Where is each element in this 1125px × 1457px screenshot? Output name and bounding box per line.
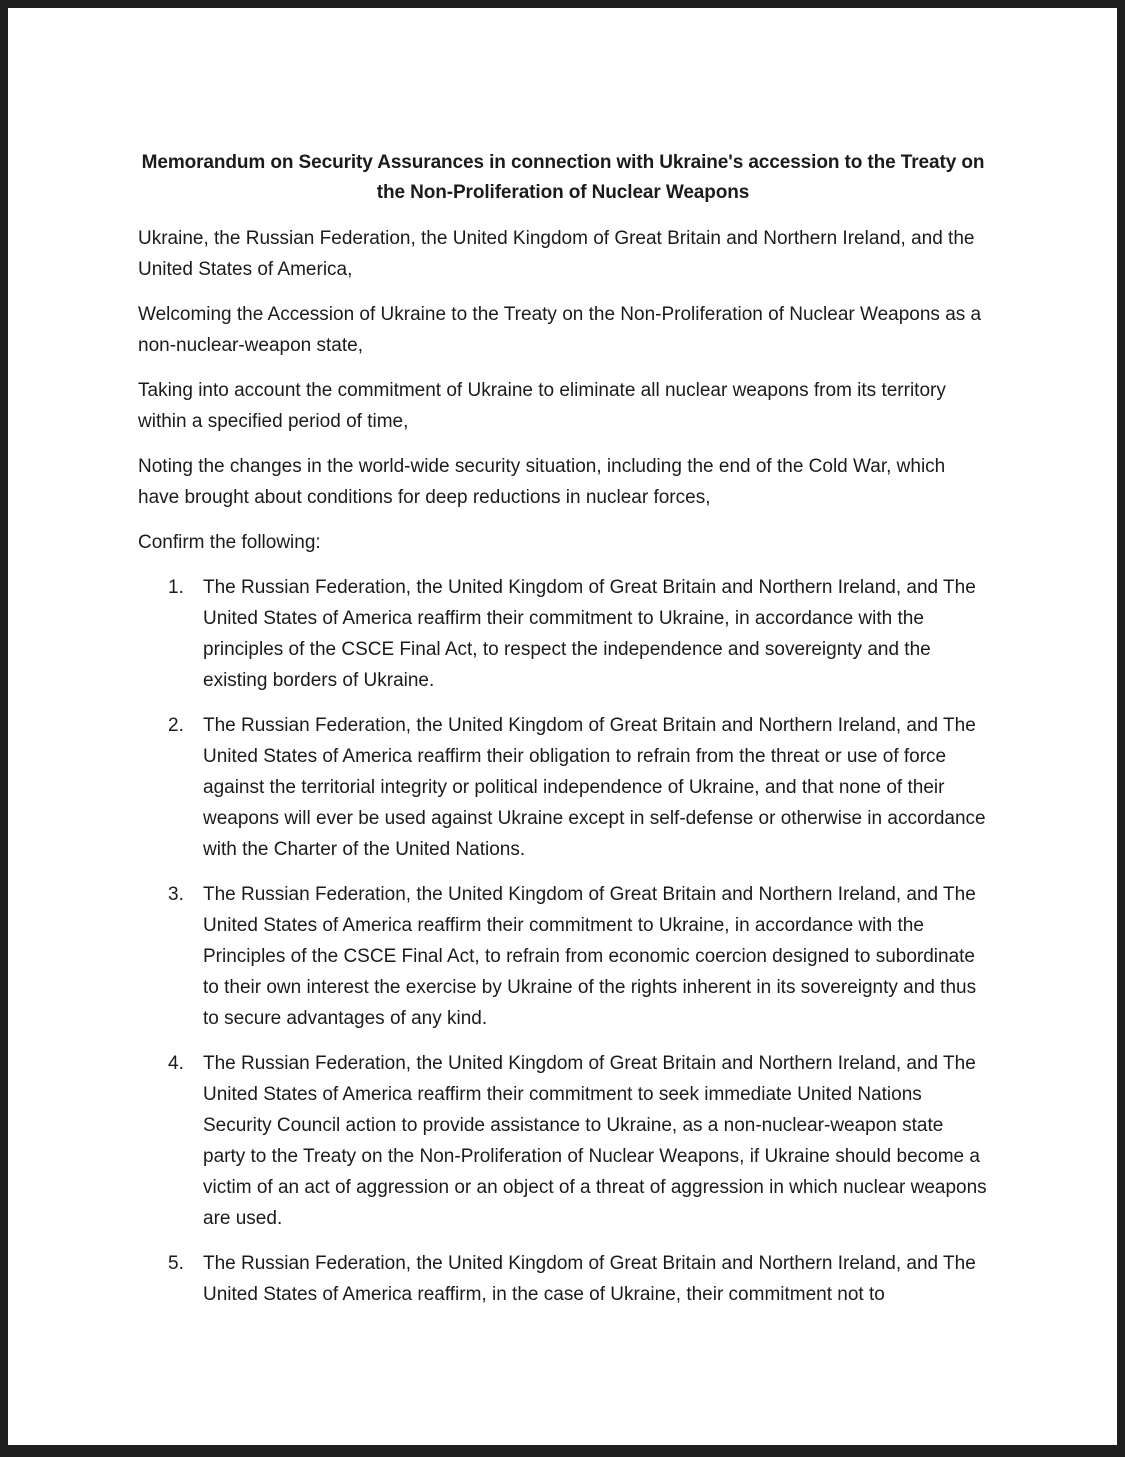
paragraph-noting: Noting the changes in the world-wide security situation, including the end of the Cold War, which have brought about conditions for deep reductions in nuclear forces,	[138, 456, 946, 508]
list-item-text: The Russian Federation, the United Kingdom of Great Britain and Northern Ireland, and The United States of America reaffirm, in the case of Ukraine, their commitment not to	[203, 1253, 976, 1305]
list-item-text: The Russian Federation, the United Kingdom of Great Britain and Northern Ireland, and The United States of America reaffirm their commitment to Ukraine, in accordance with the principles of the CSCE Final Act, to respect the independence and sovereignty and the existing borders of Ukraine.	[203, 577, 976, 691]
title-line-1: Memorandum on Security Assurances in connection with Ukraine's accession to the Treaty on	[141, 152, 985, 173]
document-body	[138, 148, 988, 1324]
list-item-number: 1.	[168, 577, 184, 598]
list-item-number: 4.	[168, 1053, 184, 1074]
paragraph-welcoming: Welcoming the Accession of Ukraine to the Treaty on the Non-Proliferation of Nuclear Weapons as a non-nuclear-weapon state,	[138, 304, 982, 356]
numbered-list	[138, 572, 988, 1310]
list-item-number: 2.	[168, 715, 184, 736]
list-item	[138, 1048, 988, 1234]
list-item	[138, 572, 988, 696]
document-title	[138, 148, 988, 208]
list-item-text: The Russian Federation, the United Kingdom of Great Britain and Northern Ireland, and The United States of America reaffirm their commitment to seek immediate United Nations Security Council action to provide assistance to Ukraine, as a non-nuclear-weapon state party to the Treaty on the Non-Proliferation of Nuclear Weapons, if Ukraine should become a victim of an act of aggression or an object of a threat of aggression in which nuclear weapons are used.	[203, 1053, 987, 1229]
list-item	[138, 1248, 988, 1310]
list-item	[138, 879, 988, 1034]
list-item-number: 5.	[168, 1253, 184, 1274]
list-item-text: The Russian Federation, the United Kingdom of Great Britain and Northern Ireland, and The United States of America reaffirm their obligation to refrain from the threat or use of force against the territorial integrity or political independence of Ukraine, and that none of their weapons will ever be used against Ukraine except in self-defense or otherwise in accordance with the Charter of the United Nations.	[203, 715, 986, 860]
list-item	[138, 710, 988, 865]
paragraph-confirm: Confirm the following:	[138, 532, 321, 553]
list-item-text: The Russian Federation, the United Kingdom of Great Britain and Northern Ireland, and The United States of America reaffirm their commitment to Ukraine, in accordance with the Principles of the CSCE Final Act, to refrain from economic coercion designed to subordinate to their own interest the exercise by Ukraine of the rights inherent in its sovereignty and thus to secure advantages of any kind.	[203, 884, 977, 1029]
paragraph-taking-into-account: Taking into account the commitment of Ukraine to eliminate all nuclear weapons from its territory within a specified period of time,	[138, 380, 946, 432]
paragraph-parties: Ukraine, the Russian Federation, the United Kingdom of Great Britain and Northern Ireland, and the United States of America,	[138, 228, 975, 280]
title-line-2: the Non-Proliferation of Nuclear Weapons	[376, 182, 750, 203]
list-item-number: 3.	[168, 884, 184, 905]
document-page	[8, 8, 1117, 1445]
